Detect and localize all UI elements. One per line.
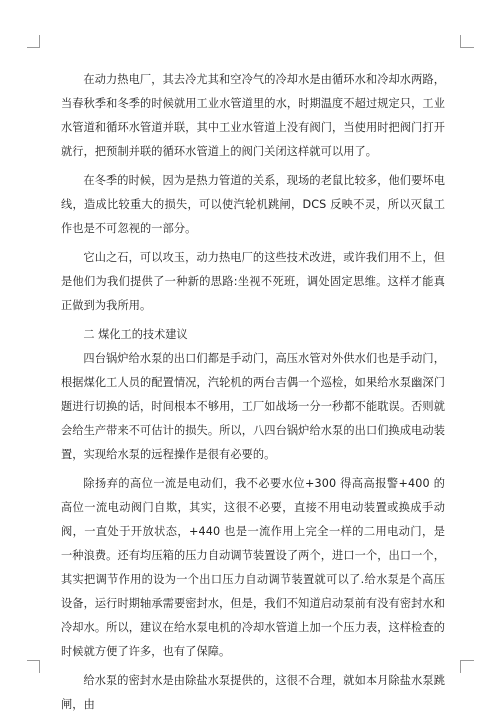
body-paragraph: 除扬弃的高位一流是电动们，我不必要水位+300 得高高报警+400 的高位一流电动阀门自欺，其实，这很不必要，直接不用电动装置或换成手动阀，一直处于开放状态，+440 也是一流作用上完全一样的二用电动门，是一种浪费。还有均压箱的压力自动调节装置设了两个，进口一个，出口一个，其实把调节作用的设为一个出口压力自动调节装置就可以了.给水泵是个高压设备，运行时期轴承需要密封水，但是，我们不知道启动泵前有没有密封水和冷却水。所以，建议在给水泵电机的冷却水管道上加一个压力表，这样检查的时候就方便了许多，也有了保障。 xyxy=(61,477,445,658)
crop-mark-top-right-horizontal xyxy=(461,47,474,48)
body-paragraph: 四台锅炉给水泵的出口们都是手动门，高压水管对外供水们也是手动门，根据煤化工人员的配置情况，汽轮机的两台吉偶一个巡检，如果给水泵幽深门题进行切换的话，时间根本不够用，工厂如战场一分一秒都不能耽误。否则就会给生产带来不可估计的损失。所以，八四台锅炉给水泵的出口们换成电动装置，实现给水泵的远程操作是很有必要的。 xyxy=(61,352,445,461)
document-body xyxy=(61,68,445,717)
body-paragraph: 在动力热电厂，其去冷尤其和空冷气的冷却水是由循环水和冷却水两路，当春秋季和冬季的时候就用工业水管道里的水，时期温度不超过规定只，工业水管道和循环水管道并联，其中工业水管道上没有阀门，当使用时把阀门打开就行，把预制并联的循环水管道上的阀门关闭这样就可以用了。 xyxy=(61,73,445,158)
body-paragraph: 在冬季的时候，因为是热力管道的关系，现场的老鼠比较多，他们要坏电线，造成比较重大的损失，可以使汽轮机跳闸，DCS 反映不灵，所以灭鼠工作也是不可忽视的一部分。 xyxy=(61,174,445,235)
crop-mark-bottom-left-vertical xyxy=(39,660,40,673)
crop-mark-bottom-left-horizontal xyxy=(27,660,40,661)
body-paragraph: 它山之石，可以攻玉，动力热电厂的这些技术改进，或许我们用不上，但是他们为我们提供了一种新的思路:坐视不死班，调处固定思维。这样才能真正做到为我所用。 xyxy=(61,251,445,312)
crop-mark-bottom-right-horizontal xyxy=(461,660,474,661)
section-heading: 二 煤化工的技术建议 xyxy=(83,328,188,341)
body-paragraph: 给水泵的密封水是由除盐水泵提供的，这很不合理，就如本月除盐水泵跳闸，由 xyxy=(61,674,445,711)
crop-mark-bottom-right-vertical xyxy=(460,660,461,673)
crop-mark-top-left-horizontal xyxy=(27,47,40,48)
